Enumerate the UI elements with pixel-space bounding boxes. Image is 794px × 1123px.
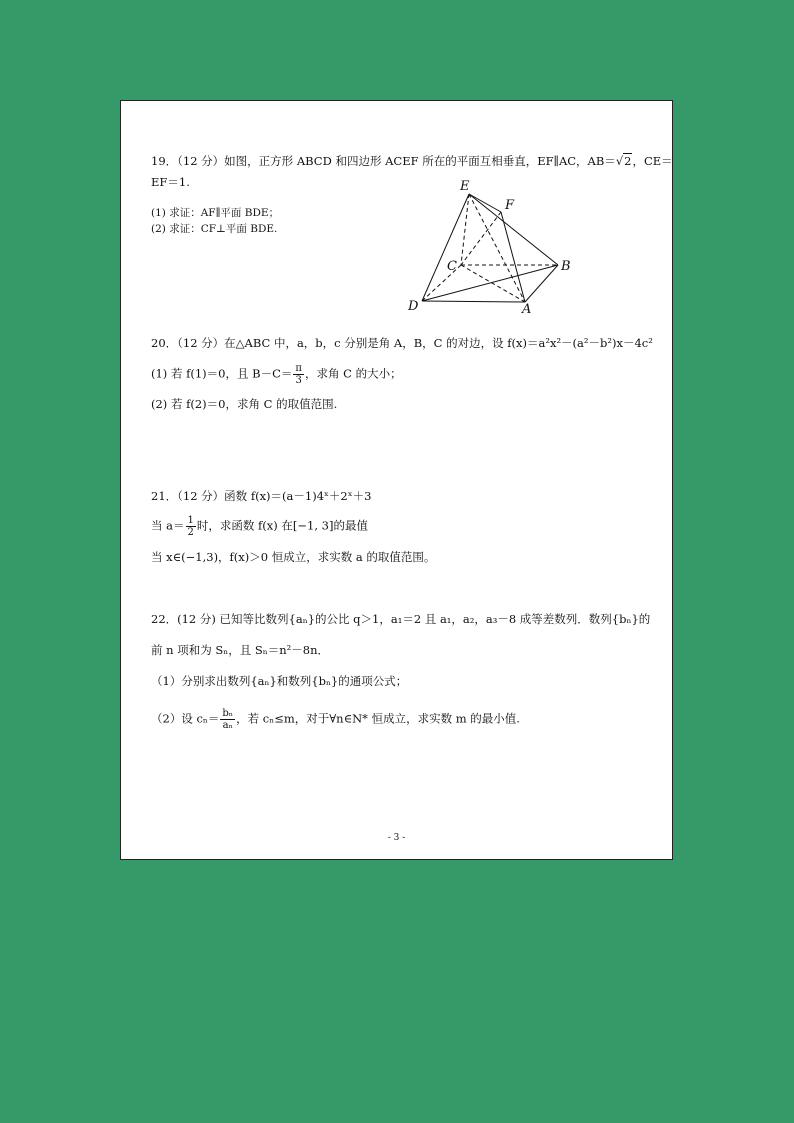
q19-line1: 19．（12 分）如图，正方形 ABCD 和四边形 ACEF 所在的平面互相垂直，EF∥AC，AB＝√2，CE＝ xyxy=(151,154,673,168)
q22-part1: （1）分别求出数列{aₙ}和数列{bₙ}的通项公式； xyxy=(151,674,408,688)
label-F: F xyxy=(505,198,515,213)
q21-line1: 21．（12 分）函数 f(x)＝(a－1)4ˣ＋2ˣ＋3 xyxy=(151,489,372,503)
label-A: A xyxy=(522,302,532,315)
q20-part1: (1) 若 f(1)＝0，且 B－C＝ $\frac{\pi}{3}$ ，求角 C 的大小； xyxy=(151,363,402,386)
q19-head: 19．（12 分）如图，正方形 ABCD 和四边形 ACEF 所在的平面互相垂直，EF∥AC，AB＝ xyxy=(151,154,616,168)
q20-fraction: $\frac{\pi}{3}$ xyxy=(295,363,302,386)
q19-geometry-figure xyxy=(401,173,581,315)
q20-part2: (2) 若 f(2)＝0，求角 C 的取值范围. xyxy=(151,397,338,411)
q19-sqrt-value: 2 xyxy=(624,154,632,168)
q20-line1: 20．（12 分）在△ABC 中，a，b，c 分别是角 A，B，C 的对边，设 f(x)＝a²x²－(a²－b²)x－4c² xyxy=(151,336,653,350)
q21-line2: 当 a＝ $\frac{1}{2}$ 时，求函数 f(x) 在[−1, 3]的最值 xyxy=(151,515,368,538)
exam-page xyxy=(120,100,673,860)
q19-line2: EF＝1. xyxy=(151,175,190,189)
label-D: D xyxy=(408,299,419,314)
page-number: - 3 - xyxy=(387,833,406,843)
q22-line1: 22．(12 分) 已知等比数列{aₙ}的公比 q＞1，a₁＝2 且 a₁，a₂，a₃－8 成等差数列．数列{bₙ}的 xyxy=(151,612,651,626)
q21-fraction: $\frac{1}{2}$ xyxy=(187,515,194,538)
q22-line2: 前 n 项和为 Sₙ，且 Sₙ＝n²－8n． xyxy=(151,643,329,657)
q22-fraction: $\frac{\text{bₙ}}{\text{aₙ}}$ xyxy=(222,708,234,731)
label-E: E xyxy=(460,179,470,194)
q22-part2: （2）设 cₙ＝ $\frac{\text{bₙ}}{\text{aₙ}}$ ，若 cₙ≤m，对于∀n∈N* 恒成立，求实数 m 的最小值. xyxy=(151,708,520,731)
q19-part1: (1) 求证：AF∥平面 BDE； xyxy=(151,207,280,219)
q19-part2: (2) 求证：CF⊥平面 BDE. xyxy=(151,223,278,235)
label-B: B xyxy=(561,259,571,274)
q19-tail: ，CE＝ xyxy=(632,154,673,168)
q21-line3: 当 x∈(−1,3)，f(x)＞0 恒成立，求实数 a 的取值范围。 xyxy=(151,550,436,564)
label-C: C xyxy=(447,259,457,274)
